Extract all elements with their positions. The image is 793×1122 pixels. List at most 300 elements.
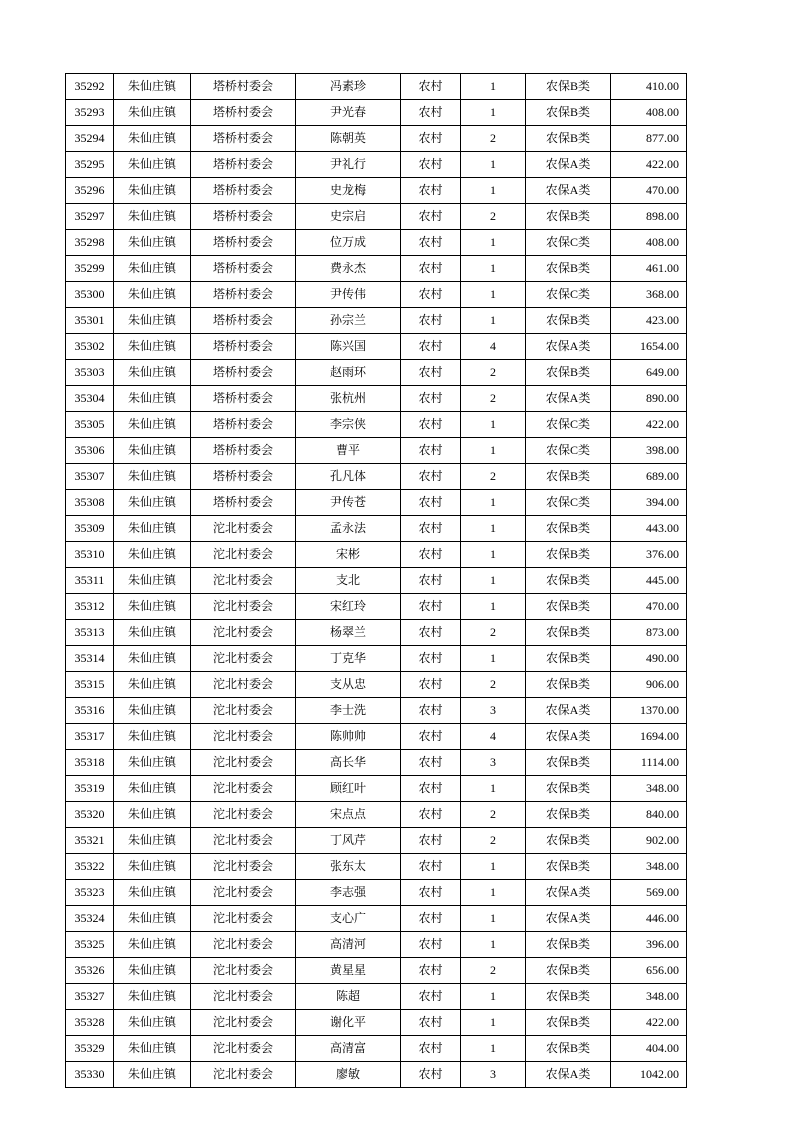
record-id-cell: 35297 <box>66 204 114 230</box>
insurance-type-cell: 农保A类 <box>526 334 611 360</box>
count-cell: 1 <box>461 516 526 542</box>
town-cell: 朱仙庄镇 <box>114 386 191 412</box>
person-name-cell: 陈帅帅 <box>296 724 401 750</box>
area-type-cell: 农村 <box>401 178 461 204</box>
village-committee-cell: 沱北村委会 <box>191 724 296 750</box>
person-name-cell: 史宗启 <box>296 204 401 230</box>
area-type-cell: 农村 <box>401 412 461 438</box>
person-name-cell: 陈超 <box>296 984 401 1010</box>
count-cell: 1 <box>461 1010 526 1036</box>
village-committee-cell: 塔桥村委会 <box>191 126 296 152</box>
table-row <box>66 412 687 438</box>
town-cell: 朱仙庄镇 <box>114 490 191 516</box>
town-cell: 朱仙庄镇 <box>114 620 191 646</box>
insurance-type-cell: 农保C类 <box>526 438 611 464</box>
count-cell: 2 <box>461 672 526 698</box>
person-name-cell: 李宗侠 <box>296 412 401 438</box>
area-type-cell: 农村 <box>401 516 461 542</box>
count-cell: 3 <box>461 750 526 776</box>
amount-cell: 470.00 <box>611 178 687 204</box>
insurance-type-cell: 农保B类 <box>526 516 611 542</box>
insurance-type-cell: 农保B类 <box>526 594 611 620</box>
person-name-cell: 黄星星 <box>296 958 401 984</box>
town-cell: 朱仙庄镇 <box>114 776 191 802</box>
record-id-cell: 35325 <box>66 932 114 958</box>
insurance-type-cell: 农保B类 <box>526 256 611 282</box>
record-id-cell: 35296 <box>66 178 114 204</box>
table-row <box>66 386 687 412</box>
town-cell: 朱仙庄镇 <box>114 464 191 490</box>
insurance-type-cell: 农保A类 <box>526 880 611 906</box>
table-row <box>66 880 687 906</box>
town-cell: 朱仙庄镇 <box>114 958 191 984</box>
count-cell: 1 <box>461 984 526 1010</box>
person-name-cell: 高清富 <box>296 1036 401 1062</box>
insurance-type-cell: 农保C类 <box>526 490 611 516</box>
table-row <box>66 230 687 256</box>
amount-cell: 394.00 <box>611 490 687 516</box>
insurance-type-cell: 农保B类 <box>526 776 611 802</box>
count-cell: 2 <box>461 386 526 412</box>
insurance-type-cell: 农保B类 <box>526 802 611 828</box>
town-cell: 朱仙庄镇 <box>114 906 191 932</box>
person-name-cell: 冯素珍 <box>296 74 401 100</box>
insurance-type-cell: 农保A类 <box>526 1062 611 1088</box>
count-cell: 2 <box>461 464 526 490</box>
village-committee-cell: 沱北村委会 <box>191 698 296 724</box>
village-committee-cell: 沱北村委会 <box>191 750 296 776</box>
count-cell: 1 <box>461 932 526 958</box>
person-name-cell: 陈兴国 <box>296 334 401 360</box>
area-type-cell: 农村 <box>401 646 461 672</box>
table-row <box>66 74 687 100</box>
record-id-cell: 35322 <box>66 854 114 880</box>
amount-cell: 422.00 <box>611 1010 687 1036</box>
record-id-cell: 35327 <box>66 984 114 1010</box>
amount-cell: 396.00 <box>611 932 687 958</box>
record-id-cell: 35303 <box>66 360 114 386</box>
area-type-cell: 农村 <box>401 1036 461 1062</box>
table-row <box>66 1062 687 1088</box>
table-row <box>66 854 687 880</box>
insurance-type-cell: 农保B类 <box>526 126 611 152</box>
amount-cell: 906.00 <box>611 672 687 698</box>
insurance-type-cell: 农保B类 <box>526 568 611 594</box>
person-name-cell: 宋点点 <box>296 802 401 828</box>
insurance-type-cell: 农保B类 <box>526 646 611 672</box>
count-cell: 1 <box>461 880 526 906</box>
village-committee-cell: 塔桥村委会 <box>191 230 296 256</box>
area-type-cell: 农村 <box>401 880 461 906</box>
person-name-cell: 廖敏 <box>296 1062 401 1088</box>
person-name-cell: 尹传伟 <box>296 282 401 308</box>
amount-cell: 422.00 <box>611 412 687 438</box>
table-row <box>66 516 687 542</box>
village-committee-cell: 塔桥村委会 <box>191 152 296 178</box>
table-row <box>66 256 687 282</box>
record-id-cell: 35307 <box>66 464 114 490</box>
record-id-cell: 35293 <box>66 100 114 126</box>
count-cell: 1 <box>461 1036 526 1062</box>
amount-cell: 348.00 <box>611 854 687 880</box>
amount-cell: 410.00 <box>611 74 687 100</box>
amount-cell: 445.00 <box>611 568 687 594</box>
town-cell: 朱仙庄镇 <box>114 854 191 880</box>
area-type-cell: 农村 <box>401 386 461 412</box>
record-id-cell: 35317 <box>66 724 114 750</box>
town-cell: 朱仙庄镇 <box>114 646 191 672</box>
village-committee-cell: 沱北村委会 <box>191 906 296 932</box>
count-cell: 1 <box>461 490 526 516</box>
insurance-type-cell: 农保B类 <box>526 360 611 386</box>
village-committee-cell: 沱北村委会 <box>191 542 296 568</box>
area-type-cell: 农村 <box>401 204 461 230</box>
area-type-cell: 农村 <box>401 906 461 932</box>
count-cell: 1 <box>461 256 526 282</box>
table-row <box>66 568 687 594</box>
count-cell: 1 <box>461 438 526 464</box>
insurance-type-cell: 农保B类 <box>526 984 611 1010</box>
person-name-cell: 杨翠兰 <box>296 620 401 646</box>
record-id-cell: 35308 <box>66 490 114 516</box>
count-cell: 4 <box>461 724 526 750</box>
person-name-cell: 顾红叶 <box>296 776 401 802</box>
count-cell: 2 <box>461 126 526 152</box>
town-cell: 朱仙庄镇 <box>114 204 191 230</box>
amount-cell: 470.00 <box>611 594 687 620</box>
person-name-cell: 宋彬 <box>296 542 401 568</box>
count-cell: 1 <box>461 906 526 932</box>
amount-cell: 348.00 <box>611 984 687 1010</box>
record-id-cell: 35295 <box>66 152 114 178</box>
amount-cell: 1654.00 <box>611 334 687 360</box>
table-row <box>66 308 687 334</box>
person-name-cell: 谢化平 <box>296 1010 401 1036</box>
amount-cell: 490.00 <box>611 646 687 672</box>
count-cell: 3 <box>461 1062 526 1088</box>
village-committee-cell: 沱北村委会 <box>191 854 296 880</box>
amount-cell: 689.00 <box>611 464 687 490</box>
table-row <box>66 698 687 724</box>
person-name-cell: 孟永法 <box>296 516 401 542</box>
area-type-cell: 农村 <box>401 282 461 308</box>
insurance-type-cell: 农保A类 <box>526 906 611 932</box>
count-cell: 1 <box>461 646 526 672</box>
village-committee-cell: 塔桥村委会 <box>191 386 296 412</box>
count-cell: 2 <box>461 958 526 984</box>
record-id-cell: 35328 <box>66 1010 114 1036</box>
table-row <box>66 776 687 802</box>
amount-cell: 443.00 <box>611 516 687 542</box>
village-committee-cell: 塔桥村委会 <box>191 490 296 516</box>
person-name-cell: 支心广 <box>296 906 401 932</box>
town-cell: 朱仙庄镇 <box>114 230 191 256</box>
document-page <box>65 73 687 1088</box>
village-committee-cell: 沱北村委会 <box>191 1010 296 1036</box>
area-type-cell: 农村 <box>401 854 461 880</box>
person-name-cell: 孔凡体 <box>296 464 401 490</box>
town-cell: 朱仙庄镇 <box>114 152 191 178</box>
count-cell: 1 <box>461 100 526 126</box>
insurance-type-cell: 农保B类 <box>526 1010 611 1036</box>
table-row <box>66 100 687 126</box>
town-cell: 朱仙庄镇 <box>114 334 191 360</box>
insurance-type-cell: 农保C类 <box>526 412 611 438</box>
town-cell: 朱仙庄镇 <box>114 828 191 854</box>
insurance-type-cell: 农保A类 <box>526 698 611 724</box>
record-id-cell: 35329 <box>66 1036 114 1062</box>
amount-cell: 1694.00 <box>611 724 687 750</box>
area-type-cell: 农村 <box>401 698 461 724</box>
town-cell: 朱仙庄镇 <box>114 724 191 750</box>
person-name-cell: 高长华 <box>296 750 401 776</box>
area-type-cell: 农村 <box>401 256 461 282</box>
village-committee-cell: 塔桥村委会 <box>191 178 296 204</box>
person-name-cell: 支从忠 <box>296 672 401 698</box>
record-id-cell: 35304 <box>66 386 114 412</box>
area-type-cell: 农村 <box>401 360 461 386</box>
record-id-cell: 35324 <box>66 906 114 932</box>
village-committee-cell: 塔桥村委会 <box>191 412 296 438</box>
town-cell: 朱仙庄镇 <box>114 412 191 438</box>
table-row <box>66 1010 687 1036</box>
table-row <box>66 438 687 464</box>
record-id-cell: 35310 <box>66 542 114 568</box>
count-cell: 2 <box>461 204 526 230</box>
area-type-cell: 农村 <box>401 100 461 126</box>
insurance-type-cell: 农保A类 <box>526 724 611 750</box>
insurance-type-cell: 农保A类 <box>526 386 611 412</box>
area-type-cell: 农村 <box>401 490 461 516</box>
table-row <box>66 802 687 828</box>
record-id-cell: 35309 <box>66 516 114 542</box>
area-type-cell: 农村 <box>401 828 461 854</box>
village-committee-cell: 塔桥村委会 <box>191 438 296 464</box>
village-committee-cell: 沱北村委会 <box>191 1036 296 1062</box>
amount-cell: 656.00 <box>611 958 687 984</box>
amount-cell: 376.00 <box>611 542 687 568</box>
count-cell: 1 <box>461 308 526 334</box>
village-committee-cell: 沱北村委会 <box>191 1062 296 1088</box>
table-row <box>66 594 687 620</box>
village-committee-cell: 沱北村委会 <box>191 984 296 1010</box>
record-id-cell: 35311 <box>66 568 114 594</box>
record-id-cell: 35313 <box>66 620 114 646</box>
village-committee-cell: 沱北村委会 <box>191 568 296 594</box>
table-row <box>66 672 687 698</box>
amount-cell: 840.00 <box>611 802 687 828</box>
town-cell: 朱仙庄镇 <box>114 750 191 776</box>
town-cell: 朱仙庄镇 <box>114 1062 191 1088</box>
count-cell: 2 <box>461 802 526 828</box>
town-cell: 朱仙庄镇 <box>114 100 191 126</box>
insurance-type-cell: 农保B类 <box>526 828 611 854</box>
amount-cell: 569.00 <box>611 880 687 906</box>
town-cell: 朱仙庄镇 <box>114 126 191 152</box>
amount-cell: 348.00 <box>611 776 687 802</box>
amount-cell: 1114.00 <box>611 750 687 776</box>
insurance-type-cell: 农保B类 <box>526 542 611 568</box>
area-type-cell: 农村 <box>401 984 461 1010</box>
record-id-cell: 35319 <box>66 776 114 802</box>
village-committee-cell: 塔桥村委会 <box>191 334 296 360</box>
table-row <box>66 958 687 984</box>
count-cell: 1 <box>461 152 526 178</box>
table-row <box>66 1036 687 1062</box>
area-type-cell: 农村 <box>401 438 461 464</box>
table-row <box>66 490 687 516</box>
village-committee-cell: 沱北村委会 <box>191 516 296 542</box>
count-cell: 1 <box>461 594 526 620</box>
town-cell: 朱仙庄镇 <box>114 516 191 542</box>
table-row <box>66 984 687 1010</box>
record-id-cell: 35302 <box>66 334 114 360</box>
insurance-type-cell: 农保B类 <box>526 750 611 776</box>
table-row <box>66 360 687 386</box>
record-id-cell: 35330 <box>66 1062 114 1088</box>
area-type-cell: 农村 <box>401 594 461 620</box>
town-cell: 朱仙庄镇 <box>114 256 191 282</box>
record-id-cell: 35320 <box>66 802 114 828</box>
count-cell: 1 <box>461 776 526 802</box>
town-cell: 朱仙庄镇 <box>114 542 191 568</box>
insurance-type-cell: 农保A类 <box>526 152 611 178</box>
count-cell: 1 <box>461 854 526 880</box>
village-committee-cell: 沱北村委会 <box>191 594 296 620</box>
count-cell: 1 <box>461 178 526 204</box>
table-row <box>66 906 687 932</box>
person-name-cell: 位万成 <box>296 230 401 256</box>
town-cell: 朱仙庄镇 <box>114 672 191 698</box>
record-id-cell: 35299 <box>66 256 114 282</box>
town-cell: 朱仙庄镇 <box>114 308 191 334</box>
table-row <box>66 542 687 568</box>
person-name-cell: 费永杰 <box>296 256 401 282</box>
insurance-type-cell: 农保A类 <box>526 178 611 204</box>
town-cell: 朱仙庄镇 <box>114 984 191 1010</box>
town-cell: 朱仙庄镇 <box>114 880 191 906</box>
village-committee-cell: 塔桥村委会 <box>191 308 296 334</box>
table-row <box>66 204 687 230</box>
area-type-cell: 农村 <box>401 958 461 984</box>
insurance-type-cell: 农保B类 <box>526 74 611 100</box>
person-name-cell: 尹光春 <box>296 100 401 126</box>
village-committee-cell: 沱北村委会 <box>191 620 296 646</box>
person-name-cell: 丁克华 <box>296 646 401 672</box>
village-committee-cell: 沱北村委会 <box>191 880 296 906</box>
person-name-cell: 高清河 <box>296 932 401 958</box>
insurance-type-cell: 农保B类 <box>526 854 611 880</box>
person-name-cell: 张杭州 <box>296 386 401 412</box>
insurance-type-cell: 农保B类 <box>526 464 611 490</box>
record-id-cell: 35305 <box>66 412 114 438</box>
town-cell: 朱仙庄镇 <box>114 1036 191 1062</box>
table-row <box>66 178 687 204</box>
town-cell: 朱仙庄镇 <box>114 802 191 828</box>
insurance-type-cell: 农保C类 <box>526 282 611 308</box>
town-cell: 朱仙庄镇 <box>114 282 191 308</box>
insurance-type-cell: 农保B类 <box>526 932 611 958</box>
person-name-cell: 宋红玲 <box>296 594 401 620</box>
record-id-cell: 35294 <box>66 126 114 152</box>
person-name-cell: 史龙梅 <box>296 178 401 204</box>
area-type-cell: 农村 <box>401 932 461 958</box>
village-committee-cell: 塔桥村委会 <box>191 204 296 230</box>
count-cell: 2 <box>461 828 526 854</box>
table-row <box>66 152 687 178</box>
table-row <box>66 126 687 152</box>
village-committee-cell: 塔桥村委会 <box>191 360 296 386</box>
village-committee-cell: 塔桥村委会 <box>191 256 296 282</box>
area-type-cell: 农村 <box>401 308 461 334</box>
table-row <box>66 282 687 308</box>
record-id-cell: 35321 <box>66 828 114 854</box>
amount-cell: 446.00 <box>611 906 687 932</box>
insurance-type-cell: 农保B类 <box>526 308 611 334</box>
area-type-cell: 农村 <box>401 620 461 646</box>
amount-cell: 1370.00 <box>611 698 687 724</box>
insurance-type-cell: 农保B类 <box>526 958 611 984</box>
amount-cell: 461.00 <box>611 256 687 282</box>
town-cell: 朱仙庄镇 <box>114 594 191 620</box>
record-id-cell: 35301 <box>66 308 114 334</box>
person-name-cell: 尹礼行 <box>296 152 401 178</box>
amount-cell: 890.00 <box>611 386 687 412</box>
town-cell: 朱仙庄镇 <box>114 438 191 464</box>
record-id-cell: 35315 <box>66 672 114 698</box>
amount-cell: 408.00 <box>611 230 687 256</box>
person-name-cell: 曹平 <box>296 438 401 464</box>
area-type-cell: 农村 <box>401 724 461 750</box>
area-type-cell: 农村 <box>401 126 461 152</box>
person-name-cell: 孙宗兰 <box>296 308 401 334</box>
table-row <box>66 646 687 672</box>
insurance-type-cell: 农保B类 <box>526 672 611 698</box>
village-committee-cell: 沱北村委会 <box>191 932 296 958</box>
amount-cell: 902.00 <box>611 828 687 854</box>
area-type-cell: 农村 <box>401 776 461 802</box>
village-committee-cell: 沱北村委会 <box>191 802 296 828</box>
count-cell: 2 <box>461 360 526 386</box>
amount-cell: 398.00 <box>611 438 687 464</box>
area-type-cell: 农村 <box>401 464 461 490</box>
record-id-cell: 35316 <box>66 698 114 724</box>
table-row <box>66 620 687 646</box>
village-committee-cell: 沱北村委会 <box>191 958 296 984</box>
insurance-type-cell: 农保B类 <box>526 1036 611 1062</box>
table-row <box>66 724 687 750</box>
record-id-cell: 35326 <box>66 958 114 984</box>
person-name-cell: 赵雨环 <box>296 360 401 386</box>
records-table <box>65 73 687 1088</box>
count-cell: 2 <box>461 620 526 646</box>
person-name-cell: 李士洗 <box>296 698 401 724</box>
town-cell: 朱仙庄镇 <box>114 1010 191 1036</box>
person-name-cell: 李志强 <box>296 880 401 906</box>
village-committee-cell: 沱北村委会 <box>191 672 296 698</box>
count-cell: 1 <box>461 282 526 308</box>
record-id-cell: 35298 <box>66 230 114 256</box>
table-row <box>66 750 687 776</box>
area-type-cell: 农村 <box>401 750 461 776</box>
town-cell: 朱仙庄镇 <box>114 74 191 100</box>
person-name-cell: 尹传苍 <box>296 490 401 516</box>
area-type-cell: 农村 <box>401 672 461 698</box>
count-cell: 1 <box>461 74 526 100</box>
amount-cell: 873.00 <box>611 620 687 646</box>
area-type-cell: 农村 <box>401 230 461 256</box>
area-type-cell: 农村 <box>401 152 461 178</box>
